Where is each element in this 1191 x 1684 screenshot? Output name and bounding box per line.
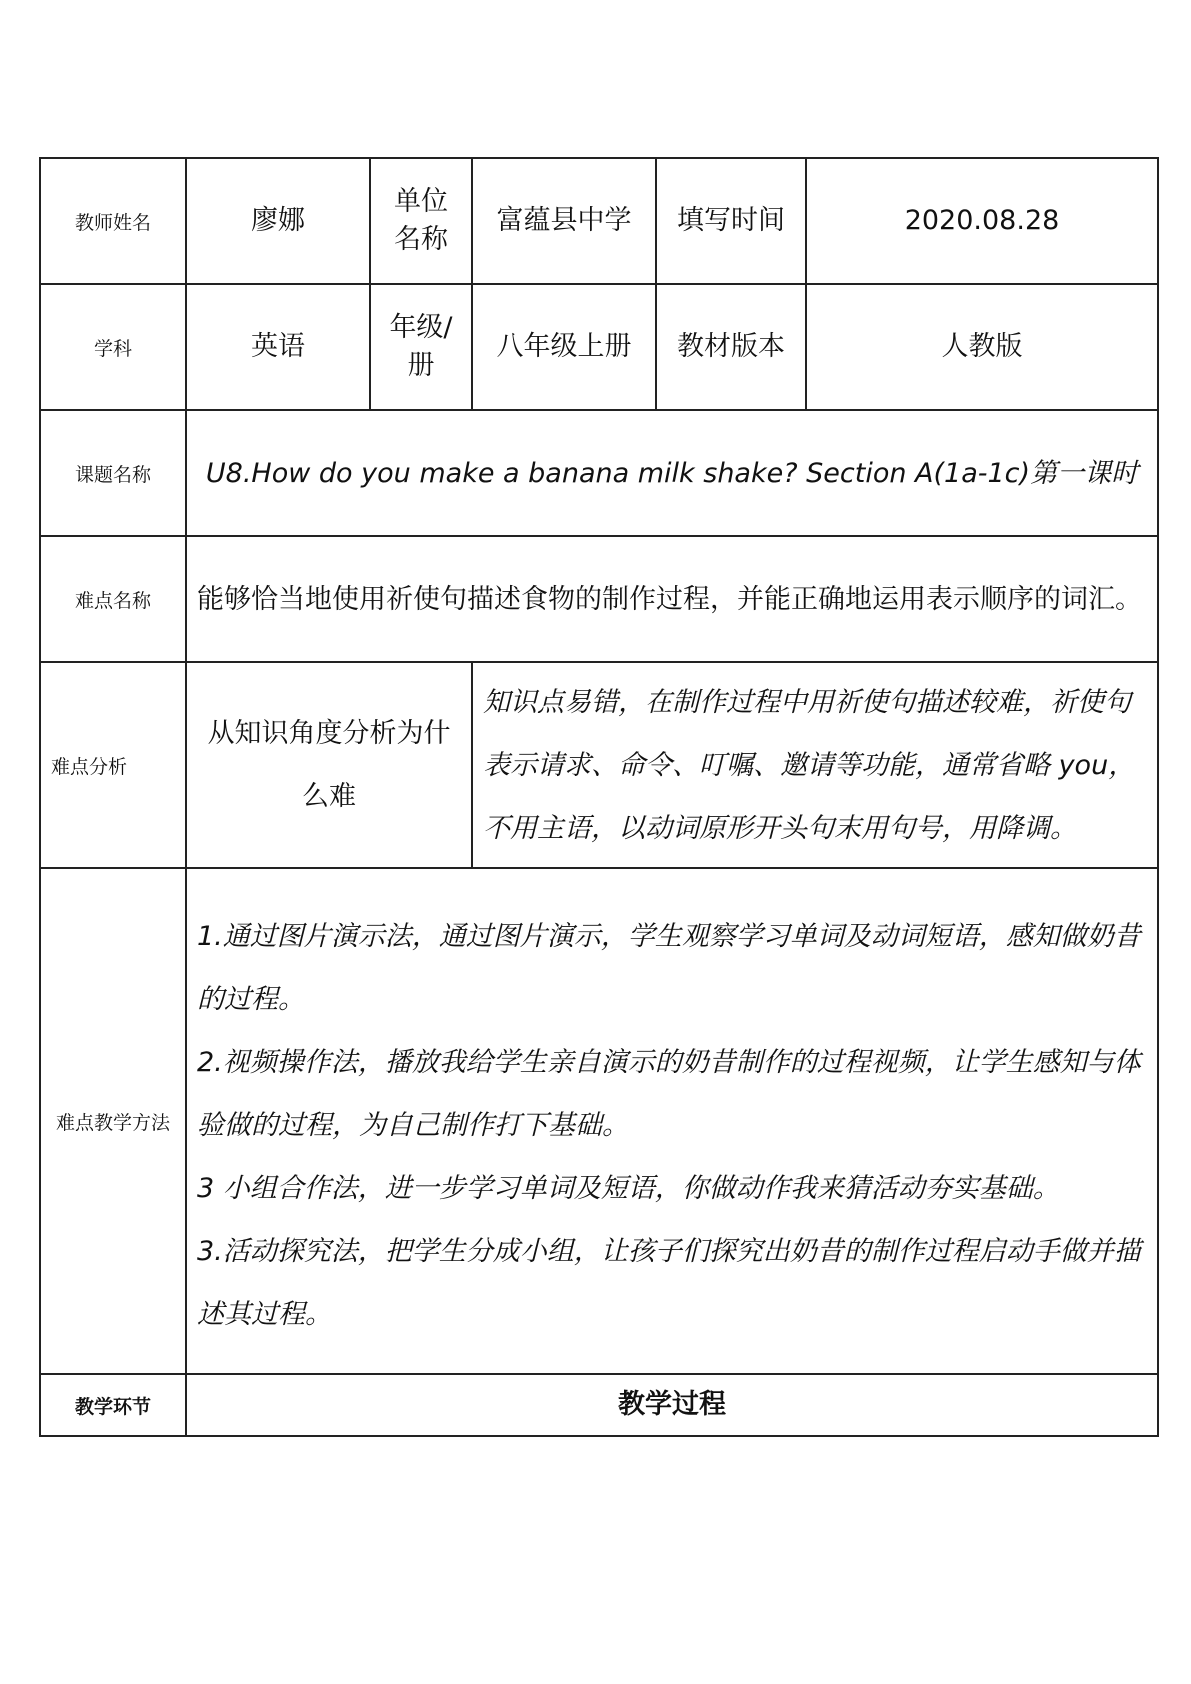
topic-value: U8.How do you make a banana milk shake? Section A(1a-1c)第一课时 [186,410,1158,536]
unit-name-label: 单位名称 [370,158,472,284]
method-list [186,868,1158,1374]
grade-value: 八年级上册 [472,284,656,410]
method-item-1: 1.通过图片演示法，通过图片演示，学生观察学习单词及动词短语，感知做奶昔的过程。 [197,920,1141,1015]
teacher-name-label: 教师姓名 [40,158,186,284]
method-row [40,868,1158,1374]
topic-label: 课题名称 [40,410,186,536]
unit-name-value: 富蕴县中学 [472,158,656,284]
method-item-4: 3.活动探究法，把学生分成小组，让孩子们探究出奶昔的制作过程启动手做并描述其过程。 [197,1235,1141,1330]
process-label: 教学过程 [186,1374,1158,1436]
header-row-teacher [40,158,1158,284]
subject-value: 英语 [186,284,370,410]
stage-label: 教学环节 [40,1374,186,1436]
fill-date-value: 2020.08.28 [806,158,1158,284]
header-row-subject [40,284,1158,410]
difficulty-row [40,536,1158,662]
grade-label: 年级/册 [370,284,472,410]
method-label: 难点教学方法 [40,868,186,1374]
difficulty-value: 能够恰当地使用祈使句描述食物的制作过程，并能正确地运用表示顺序的词汇。 [186,536,1158,662]
difficulty-label: 难点名称 [40,536,186,662]
method-item-2: 2.视频操作法，播放我给学生亲自演示的奶昔制作的过程视频，让学生感知与体验做的过程，为自己制作打下基础。 [197,1046,1141,1141]
method-item-3: 3 小组合作法，进一步学习单词及短语，你做动作我来猜活动夯实基础。 [197,1172,1060,1204]
lesson-plan-table [39,157,1159,1437]
process-header-row [40,1374,1158,1436]
analysis-label: 难点分析 [40,662,186,868]
edition-label: 教材版本 [656,284,806,410]
fill-date-label: 填写时间 [656,158,806,284]
analysis-value: 知识点易错，在制作过程中用祈使句描述较难，祈使句表示请求、命令、叮嘱、邀请等功能，通常省略 you，不用主语，以动词原形开头句末用句号，用降调。 [472,662,1158,868]
teacher-name-value: 廖娜 [186,158,370,284]
topic-row [40,410,1158,536]
analysis-subheading: 从知识角度分析为什么难 [186,662,472,868]
subject-label: 学科 [40,284,186,410]
analysis-row [40,662,1158,868]
edition-value: 人教版 [806,284,1158,410]
